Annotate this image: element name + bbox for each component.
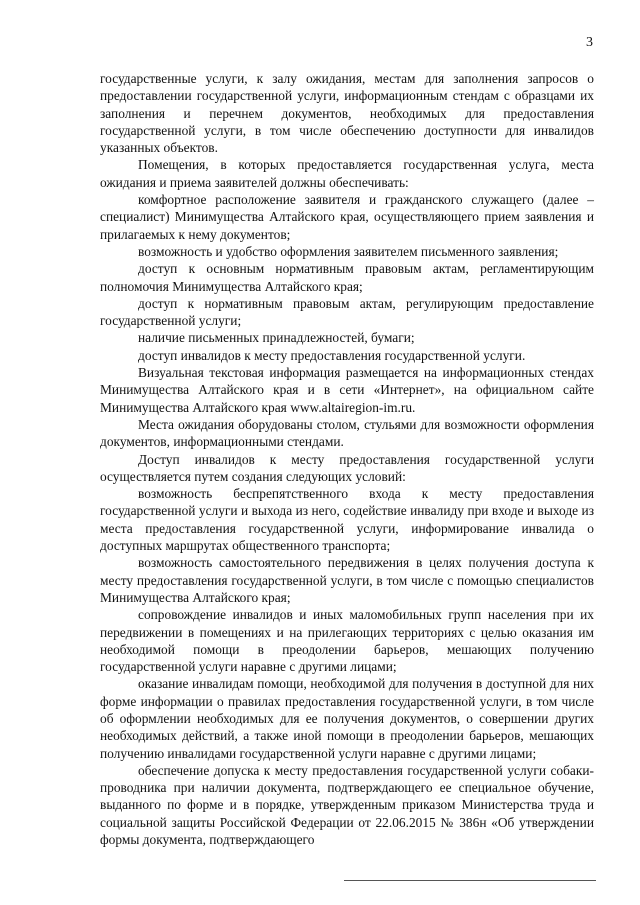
body-text [100,70,594,848]
paragraph: государственные услуги, к залу ожидания, местам для заполнения запросов о предоставлении государственной услуги, информационным стендам с образцами их заполнения и перечнем документов, необходимых для предоставления государственной услуги, в том числе обеспечению доступности для инвалидов указанных объектов. [100,71,594,156]
paragraph: сопровождение инвалидов и иных маломобильных групп населения при их передвижении в помещениях и на прилегающих территориях с целью оказания им необходимой помощи в преодолении барьеров, мешающих получению государственной услуги наравне с другими лицами; [100,607,594,675]
paragraph: доступ к основным нормативным правовым актам, регламентирующим полномочия Минимущества Алтайского края; [100,261,594,294]
paragraph: Места ожидания оборудованы столом, стульями для возможности оформления документов, информационными стендами. [100,416,594,450]
paragraph: доступ инвалидов к месту предоставления государственной услуги. [138,347,526,363]
footer-rule [344,880,596,881]
page-number: 3 [586,35,593,50]
paragraph: возможность и удобство оформления заявителем письменного заявления; [138,243,559,259]
paragraph: наличие письменных принадлежностей, бумаги; [138,330,415,346]
paragraph: Помещения, в которых предоставляется государственная услуга, места ожидания и приема заявителей должны обеспечивать: [100,157,594,190]
paragraph: оказание инвалидам помощи, необходимой для получения в доступной для них форме информации о правилах предоставления государственной услуги, в том числе об оформлении необходимых для ее получения документов, о совершении других необходимых действий, а также иной помощи в преодолении барьеров, мешающих получению инвалидами государственной услуги наравне с другими лицами; [100,676,594,761]
paragraph: возможность самостоятельного передвижения в целях получения доступа к месту предоставления государственной услуги, в том числе с помощью специалистов Минимущества Алтайского края; [100,555,594,605]
paragraph: доступ к нормативным правовым актам, регулирующим предоставление государственной услуги; [100,295,594,329]
paragraph: Доступ инвалидов к месту предоставления государственной услуги осуществляется путем создания следующих условий: [100,451,594,484]
paragraph: возможность беспрепятственного входа к месту предоставления государственной услуги и выхода из него, содействие инвалиду при входе и выходе из места предоставления государственной услуги, информирование инвалида о доступных маршрутах общественного транспорта; [100,486,594,554]
paragraph: обеспечение допуска к месту предоставления государственной услуги собаки-проводника при наличии документа, подтверждающего ее специальное обучение, выданного по форме и в порядке, утвержденным приказом Министерства труда и социальной защиты Российской Федерации от 22.06.2015 № 386н «Об утверждении формы документа, подтверждающего [100,762,594,848]
paragraph: комфортное расположение заявителя и гражданского служащего (далее – специалист) Минимущества Алтайского края, осуществляющего прием заявления и прилагаемых к нему документов; [100,192,594,242]
paragraph: Визуальная текстовая информация размещается на информационных стендах Минимущества Алтайского края и в сети «Интернет», на официальном сайте Минимущества Алтайского края www.altairegion-im.ru. [100,365,594,415]
